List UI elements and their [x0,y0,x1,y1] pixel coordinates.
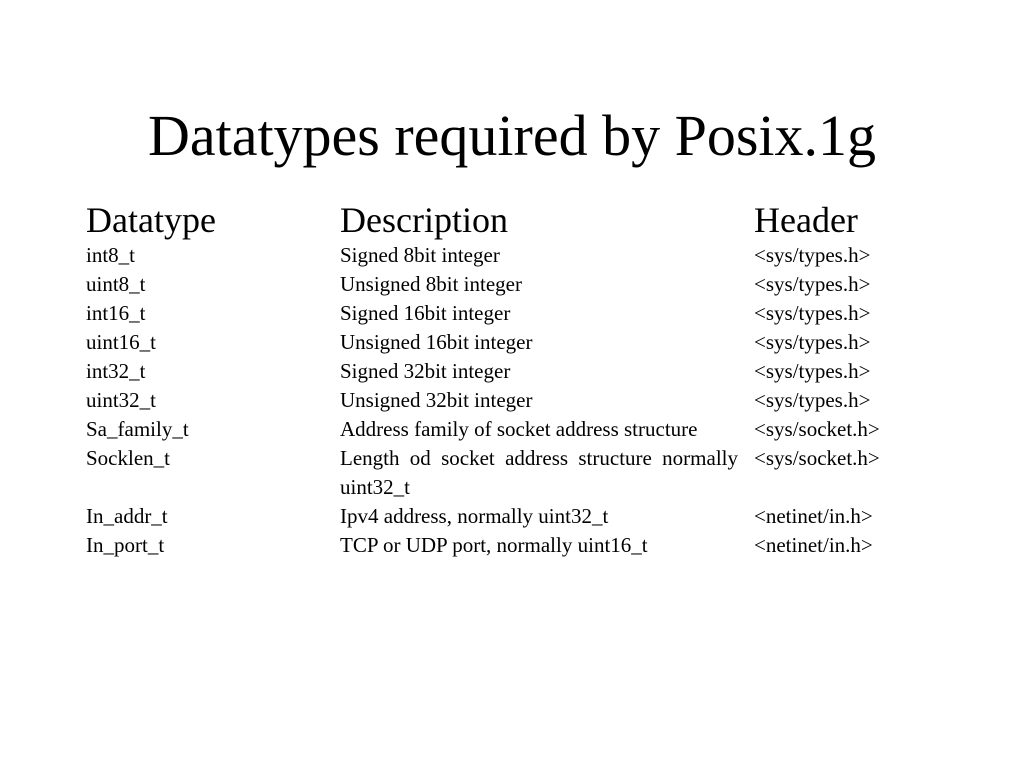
column-header-description: Description [340,200,508,240]
table-row [86,270,938,299]
header-cell: <sys/types.h> [754,272,871,296]
datatype-cell: In_port_t [86,533,165,557]
table-row [86,357,938,386]
table-row [86,502,938,531]
table-row [86,386,938,415]
header-cell: <netinet/in.h> [754,504,873,528]
header-cell: <sys/types.h> [754,243,871,267]
datatype-cell: uint8_t [86,272,146,296]
datatype-cell: int32_t [86,359,146,383]
table-header-row [86,199,938,241]
description-cell: TCP or UDP port, normally uint16_t [340,533,648,557]
column-header-datatype: Datatype [86,200,216,240]
header-cell: <sys/types.h> [754,301,871,325]
header-cell: <sys/types.h> [754,388,871,412]
header-cell: <sys/types.h> [754,359,871,383]
slide-title: Datatypes required by Posix.1g [147,103,877,168]
table-row [86,531,938,560]
header-cell: <sys/socket.h> [754,417,880,441]
datatype-cell: In_addr_t [86,504,168,528]
table-row [86,415,938,444]
description-cell: Unsigned 8bit integer [340,272,522,296]
table-row [86,328,938,357]
description-cell: Unsigned 32bit integer [340,388,533,412]
datatype-cell: uint32_t [86,388,157,412]
datatypes-table [86,199,938,560]
table-row [86,299,938,328]
column-header-header: Header [754,200,858,240]
description-cell: Signed 16bit integer [340,301,511,325]
description-cell: Unsigned 16bit integer [340,330,533,354]
description-cell: Signed 8bit integer [340,243,500,267]
header-cell: <sys/types.h> [754,330,871,354]
datatype-cell: Sa_family_t [86,417,189,441]
header-cell: <sys/socket.h> [754,446,880,470]
datatype-cell: uint16_t [86,330,157,354]
datatype-cell: int8_t [86,243,136,267]
datatype-cell: Socklen_t [86,446,170,470]
description-cell: Signed 32bit integer [340,359,511,383]
table-row [86,241,938,270]
description-cell: Ipv4 address, normally uint32_t [340,504,609,528]
datatype-cell: int16_t [86,301,146,325]
header-cell: <netinet/in.h> [754,533,873,557]
table-row [86,444,938,502]
description-cell: Address family of socket address structure [340,417,698,441]
description-cell: Length od socket address structure normally uint32_t [340,446,738,499]
